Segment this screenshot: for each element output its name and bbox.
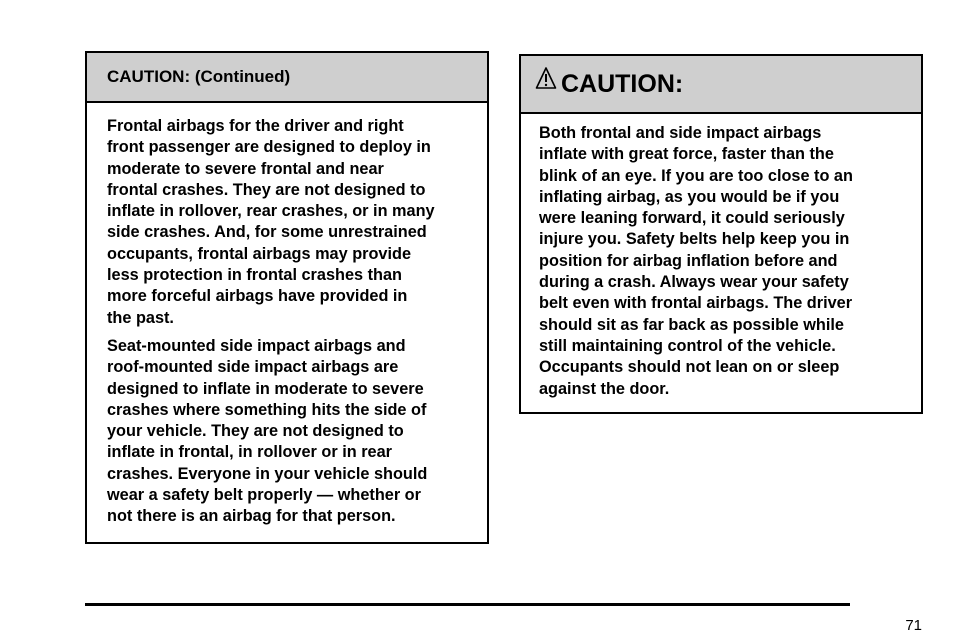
caution-header: [87, 53, 487, 103]
page-number: 71: [905, 617, 922, 634]
footer-rule: [85, 603, 850, 606]
caution-body: [87, 103, 487, 528]
warning-triangle-icon: [535, 66, 557, 90]
caution-paragraph: Both frontal and side impact airbags inflate with great force, faster than the blink of an eye. If you are too close to an inflating airbag, as you would be if you were leaning forward, it could seriously injure you. Safety belts help keep you in position for airbag inflation before and during a crash. Always wear your safety belt even with frontal airbags. The driver should sit as far back as possible while still maintaining control of the vehicle. Occupants should not lean on or sleep against the door.: [539, 124, 853, 398]
caution-header: [521, 56, 921, 114]
caution-paragraph: Seat-mounted side impact airbags and roof-mounted side impact airbags are designed to inflate in moderate to severe crashes where something hits the side of your vehicle. They are not designed to inflate in frontal, in rollover or in rear crashes. Everyone in your vehicle should wear a safety belt properly — whether or not there is an airbag for that person.: [107, 336, 428, 526]
caution-box: [519, 54, 923, 414]
caution-paragraph: Frontal airbags for the driver and right front passenger are designed to deploy in moderate to severe frontal and near frontal crashes. They are not designed to inflate in rollover, rear crashes, or in many side crashes. And, for some unrestrained occupants, frontal airbags may provide less protection in frontal crashes than more forceful airbags have provided in the past.: [107, 117, 435, 327]
caution-body: [521, 114, 921, 400]
caution-header-title: CAUTION:: [561, 69, 684, 98]
caution-box-continued: [85, 51, 489, 544]
caution-header-title: CAUTION: (Continued): [107, 67, 291, 86]
